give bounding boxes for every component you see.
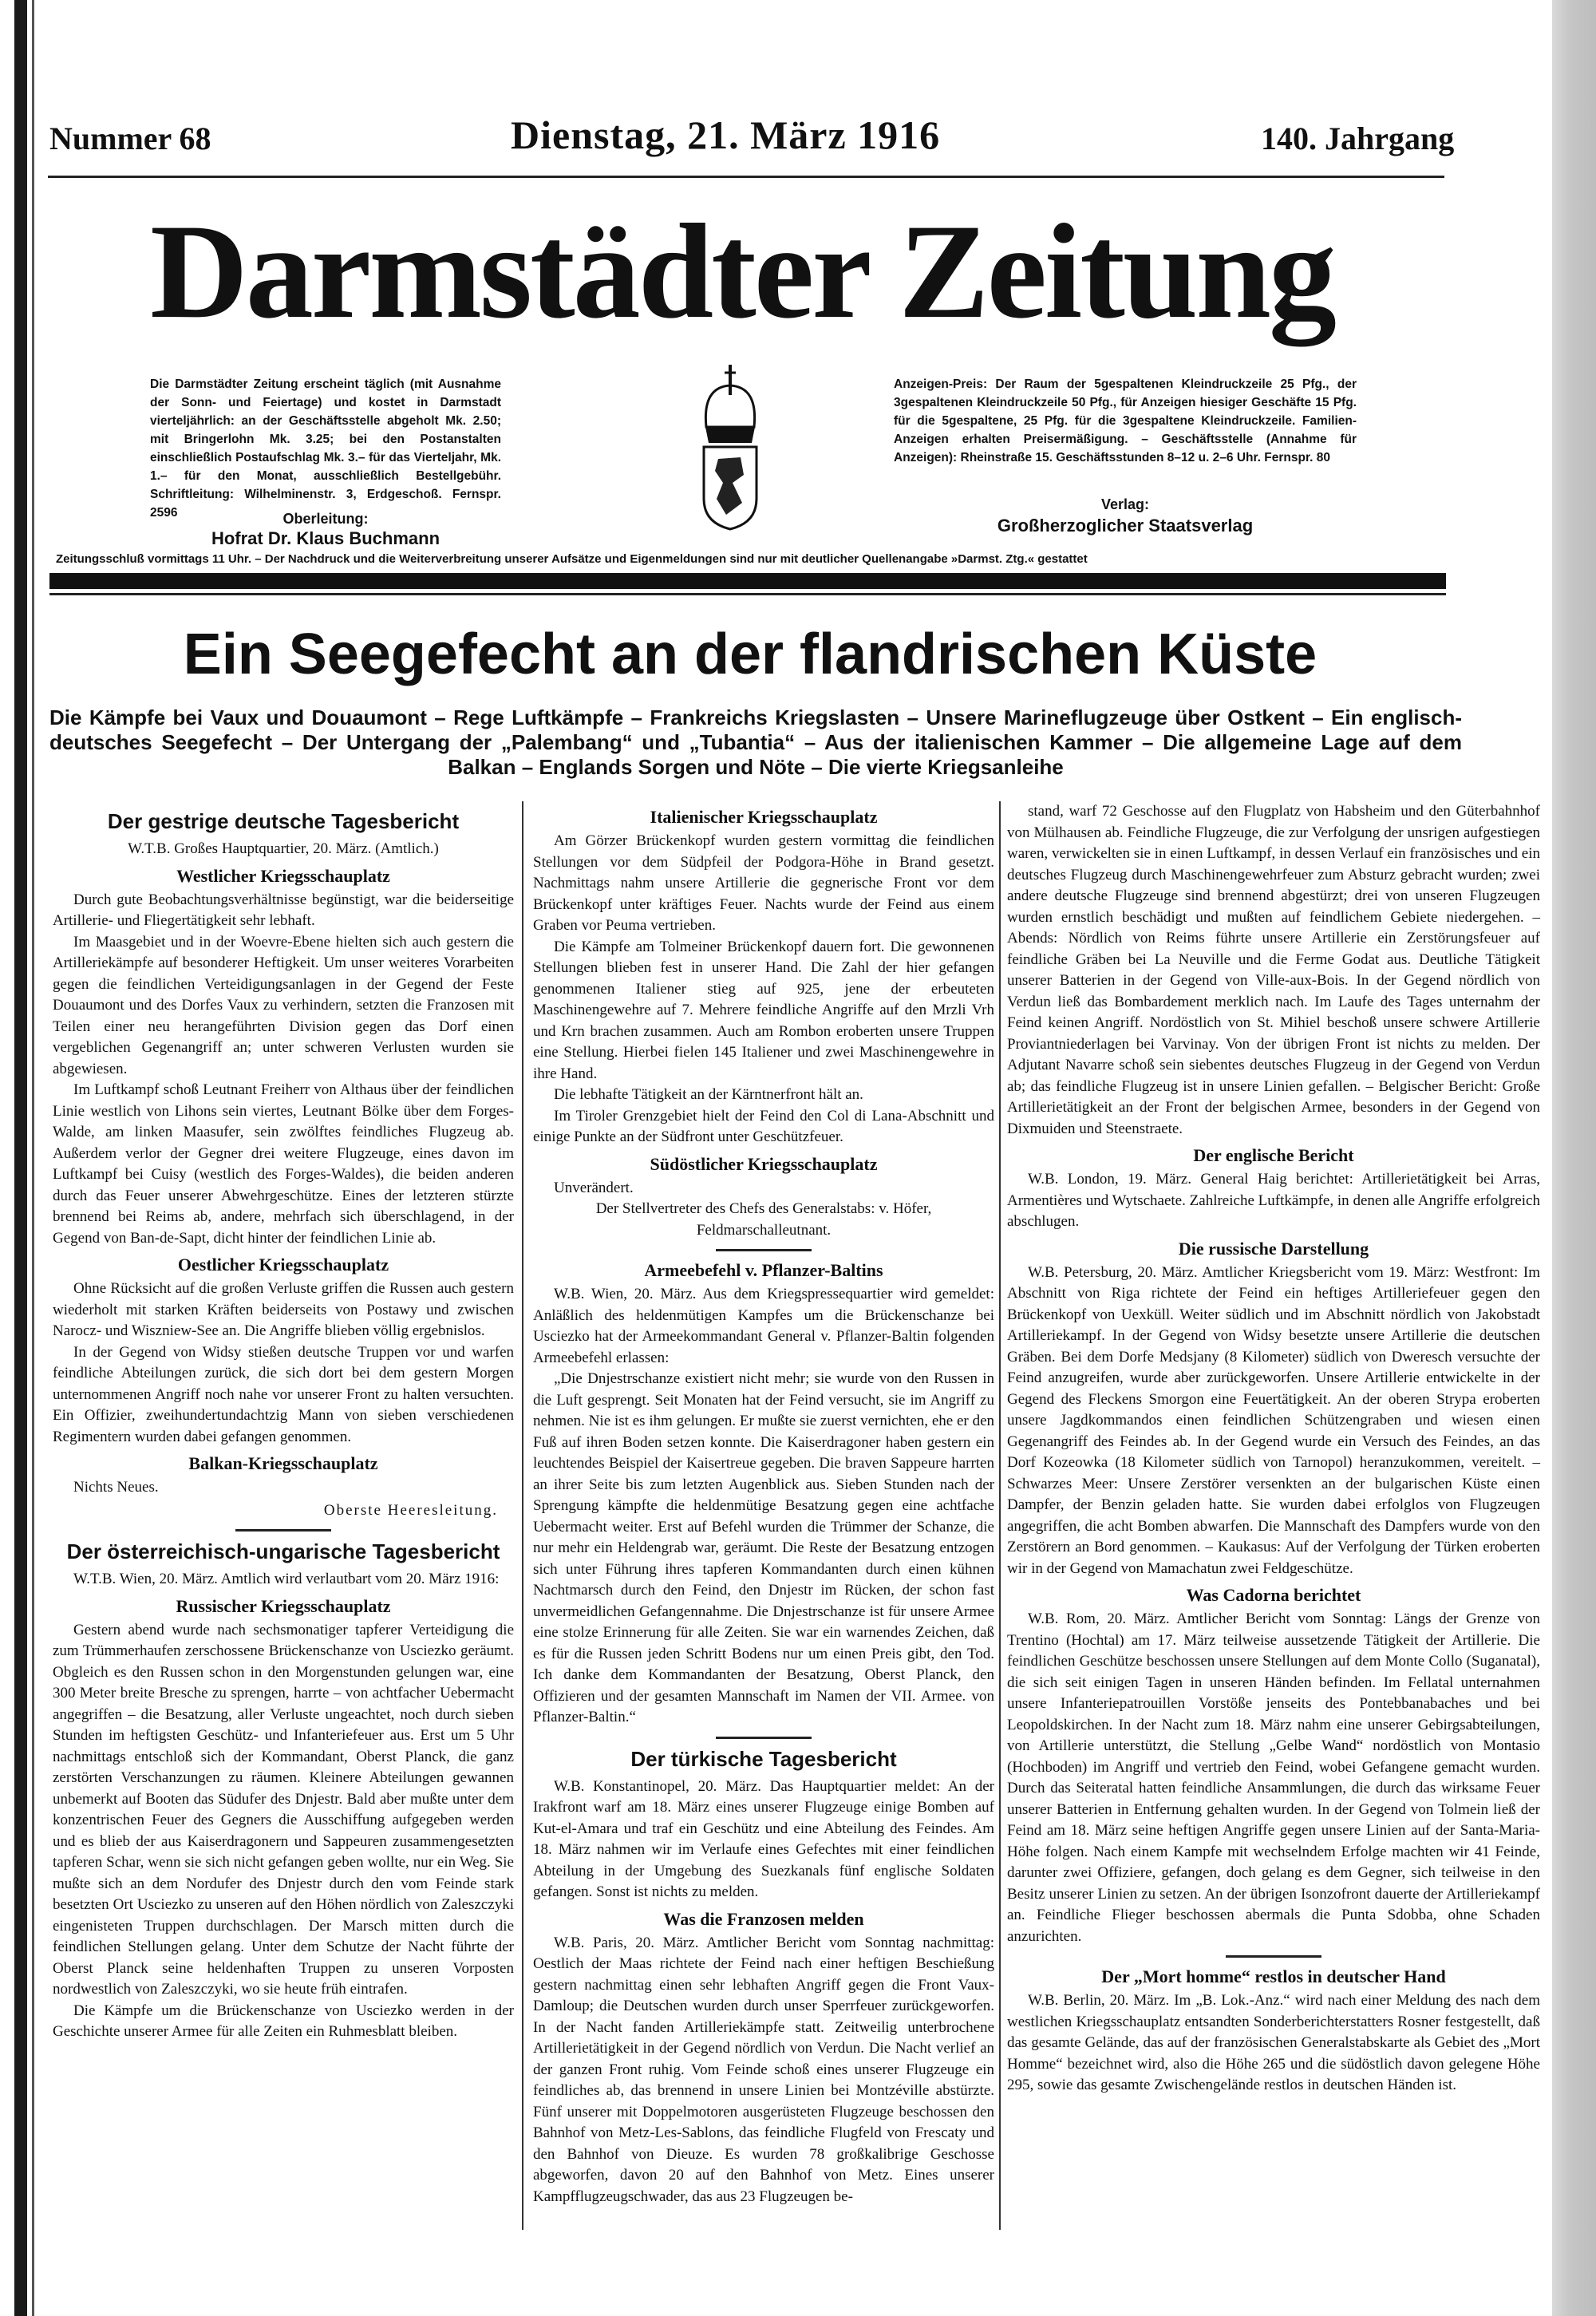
article-paragraph: stand, warf 72 Geschosse auf den Flugplatz von Habsheim und den Güterbahnhof von Mülhausen ab. Feindliche Flugzeuge, die zur Verfolgung der unsrigen aufgestiegen waren, verwickelten sie in einen Luftkampf, in dessen Verlauf ein französisches und ein deutsches Flugzeug durch Maschinengewehrfeuer zum Absturz gebracht wurden; zwei andere deutsche Flugzeuge sind brennend abgestürzt; drei von unseren Flugzeugen wurden ernstlich beschädigt und mußten auf feindlichem Gebiete niedergehen. – Abends: Nördlich von Reims führte unsere Artillerie ein Zerstörungsfeuer auf feindliche Gräben bei La Neuville und die Ferme Godat aus. Deutliche Tätigkeit unserer Batterien in der Gegend von Ville-aux-Bois. In der Gegend nördlich von Verdun ließ das Bombardement merklich nach. Im Laufe des Tages unternahm der Feind keinen Angriff. Nordöstlich von St. Mihiel beschoß unsere schwere Artillerie Proviantniederlagen bei Varvinay. Von der übrigen Front ist nichts zu melden. Der Adjutant Navarre schoß sein siebentes deutsches Flugzeug in der Gegend von Verdun ab; das feindliche Flugzeug ist in unsere Linien gefallen. – Belgischer Bericht: Große Artillerietätigkeit an der Front der belgischen Armee, besonders in der Gegend von Dixmuiden und Steenstraete. xyxy=(1007,803,1540,1137)
article-paragraph: Die Kämpfe um die Brückenschanze von Usciezko werden in der Geschichte unserer Armee für alle Zeiten ein Ruhmesblatt bleiben. xyxy=(53,2002,514,2040)
article-paragraph: Im Maasgebiet und in der Woevre-Ebene hielten sich auch gestern die Artilleriekämpfe auf besonderer Heftigkeit. Um unser weiteres Vorarbeiten gegen die feindlichen Verteidigungsanlagen in der Gegend der Feste Douaumont und des Dorfes Vaux zu verhindern, setzten die Franzosen mit Teilen einer neu herangeführten Division gegen das Dorf einen vergeblichen Gegenangriff an; unter schweren Verlusten wurden sie abgewiesen. xyxy=(53,933,514,1077)
article-paragraph: In der Gegend von Widsy stießen deutsche Truppen vor und warfen feindliche Abteilungen zurück, die sich dort bei dem gestern Morgen unternommenen Angriff noch nahe vor unserer Front zu halten versuchten. Ein Offizier, zweihundertundachtzig Mann von sieben verschiedenen Regimentern wurden dabei gefangen genommen. xyxy=(53,1343,514,1445)
section-heading: Italienischer Kriegsschauplatz xyxy=(650,807,878,827)
article-headline: Der gestrige deutsche Tagesbericht xyxy=(107,809,460,833)
reprint-notice: Zeitungsschluß vormittags 11 Uhr. – Der Nachdruck und die Weiterverbreitung unserer Aufsätze und Eigenmeldungen sind nur mit deutlicher Quellenangabe »Darmst. Ztg.« gestattet xyxy=(56,552,1088,566)
article-headline: Der österreichisch-ungarische Tagesbericht xyxy=(66,1539,500,1563)
article-paragraph: Ohne Rücksicht auf die großen Verluste griffen die Russen auch gestern wiederholt mit starken Kräften beiderseits von Postawy und zwischen Narocz- und Wiszniew-See an. Die Angriffe blieben völlig ergebnislos. xyxy=(53,1280,514,1339)
dateline: Der Stellvertreter des Chefs des Generalstabs: v. Höfer, Feldmarschalleutnant. xyxy=(595,1200,932,1239)
divider xyxy=(48,176,1444,178)
article-paragraph: Im Tiroler Grenzgebiet hielt der Feind den Col di Lana-Abschnitt und einige Punkte an der Südfront unter Geschützfeuer. xyxy=(533,1107,994,1145)
separator xyxy=(235,1529,331,1531)
article-column-3 xyxy=(1007,801,1540,2097)
article-paragraph: W.B. Rom, 20. März. Amtlicher Bericht vom Sonntag: Längs der Grenze von Trentino (Hochtal) am 17. März teilweise aussetzende Tätigkeit der Artillerie. Die feindlichen Geschütze beschossen unsere Stellungen auf dem Monte Collo (Suganatal), die sich seit einigen Tagen in unseren Händen befinden. Im Fellatal unternahmen unsere Infanteriepatrouillen Vorstöße jenseits des Pontebbanabaches und bei Leopoldskirchen. In der Nacht zum 18. März nahm eine unserer Gebirgsabteilungen, von Artillerie unterstützt, die Stellung „Gelbe Wand“ nordöstlich von Montasio (Hochboden) im Angriff und vertrieb den Feind, wobei Gefangene gemacht wurden. Durch das Seiteratal hatten feindliche Ansammlungen, die durch das wirksame Feuer unserer Batterien in Entfernung gehalten wurden. In der Gegend von Tolmein ließ der Feind am 18. März seine heftigen Angriffe gegen unsere Linien auf der Santa-Maria-Höhe folgen. Nach einem Kampfe mit wechselndem Erfolge machten wir 41 Feinde, darunter zwei Offiziere, gefangen, doch gelang es dem Gegner, sich teilweise in den Besitz unserer Linien zu setzen. An der übrigen Isonzofront dauerte der Artilleriekampf an. Feindliche Flieger beschossen abermals die Punta Sdobba, ohne Schaden anzurichten. xyxy=(1007,1611,1540,1945)
article-column-2 xyxy=(533,801,994,2207)
column-rule xyxy=(522,801,523,2230)
section-heading: Der „Mort homme“ restlos in deutscher Hand xyxy=(1101,1966,1446,1986)
article-column-1 xyxy=(53,801,514,2043)
article-paragraph: Nichts Neues. xyxy=(73,1479,159,1496)
subscription-info: Die Darmstädter Zeitung erscheint täglich (mit Ausnahme der Sonn- und Feiertage) und kostet in Darmstadt vierteljährlich: an der Geschäftsstelle abgeholt Mk. 2.50; mit Bringerlohn Mk. 3.25; bei den Postanstalten einschließlich Postaufschlag Mk. 3.– für das Vierteljahr, Mk. 1.– für den Monat, ausschließlich Bestellgebühr. Schriftleitung: Wilhelminenstr. 3, Erdgeschoß. Fernspr. 2596 xyxy=(150,377,501,520)
advertising-info: Anzeigen-Preis: Der Raum der 5gespaltenen Kleindruckzeile 25 Pfg., der 3gespaltenen Kleindruckzeile 50 Pfg., für Anzeigen hiesiger Geschäfte 15 Pfg. für die 5gespaltene, 25 Pfg. für die 3gespaltene Kleindruckzeile. Familien-Anzeigen erhalten Preisermäßigung. – Geschäftsstelle (Annahme für Anzeigen): Rheinstraße 15. Geschäftsstunden 8–12 u. 2–6 Uhr. Fernspr. 80 xyxy=(894,377,1357,464)
article-paragraph: Die Kämpfe am Tolmeiner Brückenkopf dauern fort. Die gewonnenen Stellungen blieben fest in unserer Hand. Die Zahl der hier gefangen genommenen Italiener stieg auf 925, jene der erbeuteten Maschinengewehre auf 7. Mehrere feindliche Angriffe auf den Mrzli Vrh und Krn brachen zusammen. Auch am Rombon eroberten unsere Truppen eine Stellung. Hierbei fielen 145 Italiener und zwei Maschinengewehre in ihre Hand. xyxy=(533,938,994,1082)
article-paragraph: W.T.B. Wien, 20. März. Amtlich wird verlautbart vom 20. März 1916: xyxy=(73,1571,500,1587)
issue-number: Nummer 68 xyxy=(49,121,211,156)
thin-rule xyxy=(49,593,1446,595)
separator xyxy=(716,1737,812,1739)
coat-of-arms-icon xyxy=(694,363,766,531)
publisher-label: Verlag: xyxy=(1100,496,1150,512)
column-rule xyxy=(999,801,1001,2230)
article-paragraph: Die lebhafte Tätigkeit an der Kärntnerfront hält an. xyxy=(554,1086,863,1103)
section-heading: Die russische Darstellung xyxy=(1178,1238,1369,1259)
volume-year: 140. Jahrgang xyxy=(1261,121,1455,156)
section-heading: Oestlicher Kriegsschauplatz xyxy=(177,1255,389,1275)
section-heading: Armeebefehl v. Pflanzer-Baltins xyxy=(644,1260,883,1280)
editor-label: Oberleitung: xyxy=(282,511,369,527)
section-heading: Was die Franzosen melden xyxy=(663,1908,864,1929)
article-paragraph: W.B. London, 19. März. General Haig berichtet: Artillerietätigkeit bei Arras, Armentières und Wytschaete. Zahlreiche Luftkämpfe, in denen alle Angriffe erfolgreich abschlugen. xyxy=(1007,1171,1540,1230)
signature: Oberste Heeresleitung. xyxy=(323,1501,498,1519)
editor-name: Hofrat Dr. Klaus Buchmann xyxy=(211,528,440,548)
headline-summary: Die Kämpfe bei Vaux und Douaumont – Rege Luftkämpfe – Frankreichs Kriegslasten – Unsere Marineflugzeuge über Ostkent – Ein englisch-deutsches Seegefecht – Der Untergang der „Palembang“ und „Tubantia“ – Aus der italienischen Kammer – Die allgemeine Lage auf dem Balkan – Englands Sorgen und Nöte – Die vierte Kriegsanleihe xyxy=(49,705,1462,779)
article-headline: Der türkische Tagesbericht xyxy=(630,1746,897,1771)
separator xyxy=(716,1249,812,1251)
article-paragraph: Am Görzer Brückenkopf wurden gestern vormittag die feindlichen Stellungen vor dem Südpfeil der Podgora-Höhe in Brand gesetzt. Nachmittags nahm unsere Artillerie die gegnerische Front vor dem Brückenkopf unter kräftiges Feuer. Nachts wurde der Feind aus einem Graben vor Peuma vertrieben. xyxy=(533,832,994,934)
section-heading: Was Cadorna berichtet xyxy=(1186,1585,1361,1605)
section-heading: Südöstlicher Kriegsschauplatz xyxy=(650,1153,878,1174)
page-edge-line xyxy=(32,0,34,2316)
issue-date: Dienstag, 21. März 1916 xyxy=(511,113,941,157)
page-edge-shadow xyxy=(14,0,27,2316)
article-paragraph: Unverändert. xyxy=(554,1179,634,1196)
section-heading: Russischer Kriegsschauplatz xyxy=(176,1595,391,1616)
article-paragraph: W.B. Paris, 20. März. Amtlicher Bericht vom Sonntag nachmittag: Oestlich der Maas richtete der Feind nach einer heftigen Beschießung gestern nachmittag einen sehr lebhaften Angriff gegen die Front Vaux-Damloup; die Deutschen wurden durch unser Sperrfeuer zurückgeworfen. In der Nacht fanden Artilleriekämpfe statt. Zeitweilig unterbrochene Artillerietätigkeit in der Gegend nördlich von Verdun. Die Nacht verlief an der ganzen Front ruhig. Vom Feinde schoß eines unserer Flugzeuge ein feindliches ab, das brennend in unsere Linien bei Montzéville abstürzte. Fünf unserer mit Doppelmotoren ausgerüsteten Flugzeuge beschossen den Bahnhof von Metz-Les-Sablons, das feindliche Flugfeld von Frescaty und den Bahnhof von Dieuze. Es wurden 78 großkalibrige Geschosse abgeworfen, davon 20 auf den Bahnhof von Metz. Eines unserer Kampfflugzeugschwader, das aus 23 Flugzeugen be- xyxy=(533,1934,994,2205)
heavy-rule xyxy=(49,573,1446,589)
section-heading: Balkan-Kriegsschauplatz xyxy=(188,1453,378,1473)
section-heading: Der englische Bericht xyxy=(1193,1145,1354,1165)
article-paragraph: Im Luftkampf schoß Leutnant Freiherr von Althaus über der feindlichen Linie westlich von Lihons sein viertes, Leutnant Bölke über dem Forges-Walde, am linken Maasufer, sein zwölftes feindliches Flugzeug ab. Außerdem verlor der Gegner drei weitere Flugzeuge, eines davon im Luftkampf bei Cuisy (westlich des Forges-Waldes), die beiden anderen durch das Feuer unserer Abwehrgeschütze. Eines der letzteren stürzte brennend bei Reims ab, andere, mehrfach sich überschlagend, in der Gegend von Ban-de-Sapt, dicht hinter der feindlichen Linie ab. xyxy=(53,1081,514,1247)
dateline: W.T.B. Großes Hauptquartier, 20. März. (Amtlich.) xyxy=(128,840,439,857)
main-headline: Ein Seegefecht an der flandrischen Küste xyxy=(183,622,1317,686)
article-paragraph: W.B. Petersburg, 20. März. Amtlicher Kriegsbericht vom 19. März: Westfront: Im Abschnitt von Riga richtete der Feind ein heftiges Artilleriefeuer gegen den Brückenkopf von Uexküll. Weiter südlich und im Abschnitt nördlich von Jakobstadt Artilleriekampf. In der Gegend von Widsy besetzte unsere Artillerie die deutschen Gräben. Bei dem Dorfe Medsjany (8 Kilometer) südlich von Dweresch versuchte der Feind anzugreifen, wurde aber zurückgeworfen. Unsere Artillerie entwickelte in der Gegend des Fleckens Smorgon eine Feuertätigkeit. An der oberen Strypa eroberten unsere Jagdkommandos einen feindlichen Schützengraben und wiesen einen Gegenangriff des Feindes ab. In der Gegend wurde ein Versuch des Feindes, an das Dorf Kozeowka (18 Kilometer südlich von Tarnopol) heranzukommen, vereitelt. – Schwarzes Meer: Unsere Zerstörer versenkten an der bulgarischen Küste einen Dampfer, der Benzin geladen hatte. Sie wurden dabei erfolglos von Flugzeugen angegriffen, die acht Bomben abwarfen. Die Mannschaft des Dampfers wurde von den Zerstörern an Bord genommen. – Kaukasus: Auf der Verfolgung der Türken eroberten wir in der Gegend von Mamachatun zwei Feldgeschütze. xyxy=(1007,1263,1540,1577)
masthead-title: Darmstädter Zeitung xyxy=(150,196,1334,346)
article-paragraph: „Die Dnjestrschanze existiert nicht mehr; sie wurde von den Russen in die Luft gesprengt. Seit Monaten hat der Feind versucht, sie im Angriff zu nehmen. Nie ist es ihm gelungen. Er mußte sie zuerst vernichten, ehe er den Fuß auf ihren Boden setzen konnte. Die Kaiserdragoner haben gestern ein leuchtendes Beispiel der Kaisertreue gegeben. Die braven Sappeure harrten an ihrer Seite bis zum letzten Augenblick aus. Sieben Stunden nach der Sprengung kämpfte die heldenmütige Besatzung gegen eine achtfache Uebermacht weiter. Erst auf Befehl wurden die Trümmer der Schanze, die nur mehr ein Heldengrab war, geräumt. Die Reste der Besatzung entzogen sich unter Führung ihres tapferen Kommandanten durch einen kühnen Nachtmarsch durch den Feind, den Dnjestr im Rücken, der schon fast unvermeidlichen Gefangennahme. Die Dnjestrschanze ist für unsere Armee eine stolze Erinnerung für alle Zeiten. Sie war ein warnendes Zeichen, daß es für die Russen jeden Schritt Bodens nur um einen Preis gibt, den Tod. Ich danke dem Kommandanten der Besatzung, Oberst Planck, den Offizieren und der gesamten Mannschaft im Namen der VII. Armee. von Pflanzer-Baltin.“ xyxy=(533,1370,994,1725)
section-heading: Westlicher Kriegsschauplatz xyxy=(176,865,390,886)
publisher-name: Großherzoglicher Staatsverlag xyxy=(997,516,1254,536)
article-paragraph: W.B. Berlin, 20. März. Im „B. Lok.-Anz.“ wird nach einer Meldung des nach dem westlichen Kriegsschauplatz entsandten Sonderberichterstatters Rosner festgestellt, daß das gesamte Gelände, das auf der französischen Generalstabskarte als Gebiet des „Mort Homme“ bezeichnet wird, also die Höhe 265 und die südöstlich davon gelegene Höhe 295, sowie das gesamte Zwischengelände restlos in deutschen Händen ist. xyxy=(1007,1992,1540,2093)
article-paragraph: W.B. Konstantinopel, 20. März. Das Hauptquartier meldet: An der Irakfront warf am 18. März eines unserer Flugzeuge einige Bomben auf Kut-el-Amara und traf ein Geschütz und eine Abteilung des Feindes. Am 18. März nahmen wir im Verlaufe eines Gefechtes mit einer feindlichen Abteilung in der Umgebung des Suezkanals fünf englische Soldaten gefangen. Sonst ist nichts zu melden. xyxy=(533,1777,994,1900)
scan-margin xyxy=(1552,0,1596,2316)
article-paragraph: Gestern abend wurde nach sechsmonatiger tapferer Verteidigung die zum Trümmerhaufen zerschossene Brückenschanze von Usciezko geräumt. Obgleich es den Russen schon in den Morgenstunden gelungen war, eine 300 Meter breite Bresche zu sprengen, harrte – von achtfacher Uebermacht angegriffen – die Besatzung, aller Verluste ungeachtet, noch durch sieben Stunden im heftigsten Geschütz- und Infanteriefeuer aus. Erst um 5 Uhr nachmittags entschloß sich der Kommandant, Oberst Planck, die ganz zerstörten Verschanzungen zu räumen. Kleinere Abteilungen gewannen unbemerkt auf Booten das Südufer des Dnjestr. Bald aber mußte unter dem konzentrischen Feuer des Gegners die Ausschiffung aufgegeben werden und es blieb der aus Kaiserdragonern und Sappeuren zusammengesetzten tapferen Schar, wenn sie sich nicht gefangen geben wollte, nur ein Weg. Sie mußte sich an dem Nordufer des Dnjestr durch den vom Feinde stark besetzten Ort Usciezko zu unseren auf den Höhen nördlich von Zaleszczyki eingenisteten Truppen durchschlagen. Der Marsch mitten durch die feindlichen Stellungen gelang. Unter dem Schutze der Nacht führte der Oberst Planck seine heldenhaften Truppen zu unseren Vorposten nordwestlich von Zaleszczyki, wo sie heute früh eintrafen. xyxy=(53,1621,514,1998)
article-paragraph: W.B. Wien, 20. März. Aus dem Kriegspressequartier wird gemeldet: Anläßlich des heldenmütigen Kampfes um die Brückenschanze bei Usciezko hat der Armeekommandant General v. Pflanzer-Baltin folgenden Armeebefehl erlassen: xyxy=(533,1286,994,1366)
separator xyxy=(1226,1955,1321,1958)
article-paragraph: Durch gute Beobachtungsverhältnisse begünstigt, war die beiderseitige Artillerie- und Fliegertätigkeit sehr lebhaft. xyxy=(53,891,514,929)
